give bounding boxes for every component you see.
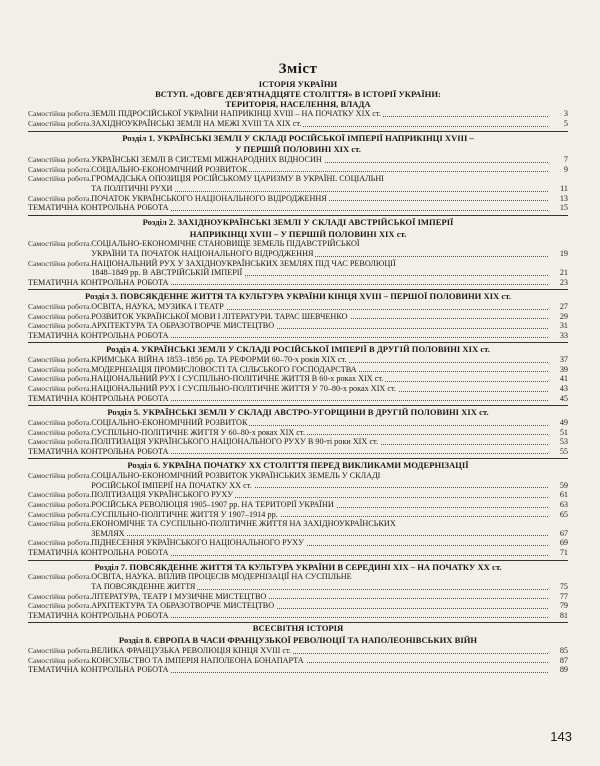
entry-title-text: ПОЛІТИЗАЦІЯ УКРАЇНСЬКОГО РУХУ <box>91 490 234 500</box>
entry-label: Самостійна робота. <box>28 355 92 365</box>
entry-title <box>91 490 548 500</box>
entry-page: 61 <box>559 490 568 500</box>
entry-page: 29 <box>559 311 568 321</box>
entry-title-text: АРХІТЕКТУРА ТА ОБРАЗОТВОРЧЕ МИСТЕЦТВО <box>91 321 275 331</box>
divider <box>28 458 568 459</box>
entry-title <box>91 510 548 520</box>
control-work-title <box>28 331 548 341</box>
entry-title <box>91 312 548 322</box>
entry-title-continued <box>91 184 548 194</box>
entry-title-text: АРХІТЕКТУРА ТА ОБРАЗОТВОРЧЕ МИСТЕЦТВО <box>91 601 275 611</box>
entry-page: 69 <box>559 538 568 548</box>
toc-entry <box>28 592 568 602</box>
toc-entry <box>28 321 568 331</box>
entry-label: Самостійна робота. <box>28 645 92 655</box>
entry-title <box>91 155 548 165</box>
divider <box>28 215 568 216</box>
control-work-page: 33 <box>559 330 568 340</box>
entry-title-continued <box>91 481 548 491</box>
toc-entry <box>28 259 568 269</box>
control-work-title <box>28 665 548 675</box>
entry-label: Самостійна робота. <box>28 164 92 174</box>
entry-page: 77 <box>559 591 568 601</box>
control-work-entry <box>28 203 568 213</box>
toc-entry <box>28 374 568 384</box>
entry-title-text: ПІДНЕСЕННЯ УКРАЇНСЬКОГО НАЦІОНАЛЬНОГО РУХУ <box>91 538 304 548</box>
toc-entry <box>28 510 568 520</box>
entry-title <box>91 174 568 184</box>
intro-list <box>28 109 568 128</box>
entry-page: 41 <box>559 374 568 384</box>
toc-entry <box>28 119 568 129</box>
toc-entry-continuation <box>28 268 568 278</box>
intro-heading-line-1: ВСТУП. «ДОВГЕ ДЕВ'ЯТНАДЦЯТЕ СТОЛІТТЯ» В ІСТОРІЇ УКРАЇНИ: <box>155 88 441 99</box>
entry-title-text: ЛІТЕРАТУРА, ТЕАТР І МУЗИЧНЕ МИСТЕЦТВО <box>91 591 267 601</box>
divider <box>28 342 568 343</box>
toc-entry <box>28 194 568 204</box>
entry-title-continued-text: ЗЕМЛЯХ <box>91 528 125 538</box>
divider <box>28 560 568 561</box>
entry-label: Самостійна робота. <box>28 311 92 321</box>
control-work-entry <box>28 447 568 457</box>
entry-title <box>91 194 548 204</box>
entry-page: 9 <box>563 164 568 174</box>
entry-title-text: СОЦІАЛЬНО-ЕКОНОМІЧНИЙ РОЗВИТОК <box>91 164 248 174</box>
entry-title-continued-text: ТА ПОВСЯКДЕННЕ ЖИТТЯ <box>91 581 196 591</box>
entry-label: Самостійна робота. <box>28 258 92 268</box>
entry-title-text: ПОЧАТОК УКРАЇНСЬКОГО НАЦІОНАЛЬНОГО ВІДРОДЖЕННЯ <box>91 193 327 203</box>
entry-title <box>91 302 548 312</box>
control-work-title <box>28 447 548 457</box>
entry-page: 87 <box>559 655 568 665</box>
entry-title-text: СУСПІЛЬНО-ПОЛІТИЧНЕ ЖИТТЯ У 60–80-х роках XIX ст. <box>91 427 305 437</box>
entry-title <box>91 119 548 129</box>
control-work-entry <box>28 394 568 404</box>
entry-page: 49 <box>559 418 568 428</box>
toc-entry <box>28 155 568 165</box>
toc-entry <box>28 538 568 548</box>
control-work-title <box>28 278 548 288</box>
entry-label: Самостійна робота. <box>28 193 92 203</box>
section-heading: Розділ 2. ЗАХІДНОУКРАЇНСЬКІ ЗЕМЛІ У СКЛАДІ АВСТРІЙСЬКОЇ ІМПЕРІЇ <box>142 216 454 227</box>
entry-label: Самостійна робота. <box>28 384 92 394</box>
divider <box>28 289 568 290</box>
control-work-text: ТЕМАТИЧНА КОНТРОЛЬНА РОБОТА <box>28 610 169 620</box>
control-work-text: ТЕМАТИЧНА КОНТРОЛЬНА РОБОТА <box>28 203 169 213</box>
entry-title-continued-text: УКРАЇНИ ТА ПОЧАТОК НАЦІОНАЛЬНОГО ВІДРОДЖЕННЯ <box>91 248 314 258</box>
control-work-page: 45 <box>559 393 568 403</box>
entry-page: 37 <box>559 355 568 365</box>
entry-label: Самостійна робота. <box>28 374 92 384</box>
entry-label: Самостійна робота. <box>28 591 92 601</box>
control-work-text: ТЕМАТИЧНА КОНТРОЛЬНА РОБОТА <box>28 330 169 340</box>
entry-label: Самостійна робота. <box>28 155 92 165</box>
entry-title-text: СОЦІАЛЬНО-ЕКОНОМІЧНЕ СТАНОВИЩЕ ЗЕМЕЛЬ ПІДАВСТРІЙСЬКОЇ <box>91 239 360 249</box>
control-work-title <box>28 611 548 621</box>
entry-title-text: ВЕЛИКА ФРАНЦУЗЬКА РЕВОЛЮЦІЯ КІНЦЯ XVIII ст. <box>91 645 291 655</box>
entry-title <box>91 259 568 269</box>
entry-label: Самостійна робота. <box>28 418 92 428</box>
entry-title-text: КРИМСЬКА ВІЙНА 1853–1856 рр. ТА РЕФОРМИ 60–70-х років XIX ст. <box>91 355 347 365</box>
control-work-title <box>28 203 548 213</box>
entry-title-text: НАЦІОНАЛЬНИЙ РУХ У ЗАХІДНОУКРАЇНСЬКИХ ЗЕМЛЯХ ПІД ЧАС РЕВОЛЮЦІЇ <box>91 258 396 268</box>
toc-entry-continuation <box>28 582 568 592</box>
entry-label: Самостійна робота. <box>28 437 92 447</box>
table-of-contents <box>28 60 568 675</box>
toc-entry <box>28 471 568 481</box>
control-work-page: 81 <box>559 610 568 620</box>
entry-title <box>91 437 548 447</box>
entry-title-continued-text: РОСІЙСЬКОЇ ІМПЕРІЇ НА ПОЧАТКУ XX ст. <box>91 480 252 490</box>
entry-page: 53 <box>559 437 568 447</box>
entry-title <box>91 428 548 438</box>
entry-title <box>91 374 548 384</box>
entry-label: Самостійна робота. <box>28 572 92 582</box>
entry-page: 85 <box>559 645 568 655</box>
entry-label: Самостійна робота. <box>28 509 92 519</box>
section-heading: Розділ 3. ПОВСЯКДЕННЕ ЖИТТЯ ТА КУЛЬТУРА УКРАЇНИ КІНЦЯ XVIII – ПЕРШОЇ ПОЛОВИНИ XIX ст. <box>85 291 511 302</box>
section-heading: НАПРИКІНЦІ XVIII – У ПЕРШІЙ ПОЛОВИНІ XIX ст. <box>189 228 407 239</box>
entry-title <box>91 384 548 394</box>
toc-entry-continuation <box>28 249 568 259</box>
toc-entry <box>28 239 568 249</box>
entry-label: Самостійна робота. <box>28 321 92 331</box>
entry-title <box>91 646 548 656</box>
world-section <box>28 636 568 675</box>
control-work-title <box>28 548 548 558</box>
entry-page: 11 <box>560 183 568 193</box>
control-work-text: ТЕМАТИЧНА КОНТРОЛЬНА РОБОТА <box>28 547 169 557</box>
entry-page: 51 <box>559 427 568 437</box>
entry-page: 19 <box>559 248 568 258</box>
entry-title <box>91 656 548 666</box>
intro-heading-line-2: ТЕРИТОРІЯ, НАСЕЛЕННЯ, ВЛАДА <box>225 98 371 109</box>
entry-label: Самостійна робота. <box>28 364 92 374</box>
divider <box>28 405 568 406</box>
entry-page: 63 <box>559 499 568 509</box>
page-title: Зміст <box>278 61 318 77</box>
toc-entry <box>28 428 568 438</box>
toc-entry <box>28 437 568 447</box>
control-work-page: 55 <box>559 446 568 456</box>
entry-title-continued <box>91 529 548 539</box>
control-work-title <box>28 394 548 404</box>
entry-title-text: НАЦІОНАЛЬНИЙ РУХ І СУСПІЛЬНО-ПОЛІТИЧНЕ ЖИТТЯ В 60-х роках XIX ст. <box>91 374 384 384</box>
toc-entry <box>28 519 568 529</box>
entry-title <box>91 471 568 481</box>
entry-label: Самостійна робота. <box>28 538 92 548</box>
entry-page: 3 <box>563 109 568 119</box>
toc-entry <box>28 109 568 119</box>
entry-label: Самостійна робота. <box>28 471 92 481</box>
control-work-page: 71 <box>559 547 568 557</box>
section-heading: Розділ 7. ПОВСЯКДЕННЕ ЖИТТЯ ТА КУЛЬТУРА УКРАЇНИ В СЕРЕДИНІ XIX – НА ПОЧАТКУ XX ст. <box>94 561 502 572</box>
toc-entry <box>28 500 568 510</box>
entry-title <box>91 592 548 602</box>
toc-entry-continuation <box>28 184 568 194</box>
entry-page: 5 <box>563 118 568 128</box>
toc-entry <box>28 302 568 312</box>
entry-label: Самостійна робота. <box>28 427 92 437</box>
entry-page: 21 <box>559 268 568 278</box>
entry-label: Самостійна робота. <box>28 239 92 249</box>
entry-page: 65 <box>559 509 568 519</box>
entry-label: Самостійна робота. <box>28 601 92 611</box>
section-heading: Розділ 5. УКРАЇНСЬКІ ЗЕМЛІ У СКЛАДІ АВСТРО-УГОРЩИНИ В ДРУГІЙ ПОЛОВИНІ XIX ст. <box>107 407 489 418</box>
entry-label: Самостійна робота. <box>28 174 92 184</box>
toc-entry <box>28 656 568 666</box>
entry-title-text: НАЦІОНАЛЬНИЙ РУХ І СУСПІЛЬНО-ПОЛІТИЧНЕ ЖИТТЯ У 70–80-х роках XIX ст. <box>91 384 397 394</box>
toc-entry <box>28 646 568 656</box>
entry-title-continued-text: ТА ПОЛІТИЧНІ РУХИ <box>91 183 173 193</box>
entry-title <box>91 355 548 365</box>
toc-entry <box>28 490 568 500</box>
entry-title <box>91 500 548 510</box>
entry-title-text: УКРАЇНСЬКІ ЗЕМЛІ В СИСТЕМІ МІЖНАРОДНИХ ВІДНОСИН <box>91 155 322 165</box>
toc-entry-continuation <box>28 529 568 539</box>
part-heading-world: ВСЕСВІТНЯ ІСТОРІЯ <box>252 623 344 634</box>
entry-title <box>91 519 568 529</box>
control-work-entry <box>28 278 568 288</box>
toc-entry <box>28 355 568 365</box>
control-work-text: ТЕМАТИЧНА КОНТРОЛЬНА РОБОТА <box>28 665 169 675</box>
entry-title <box>91 365 548 375</box>
entry-label: Самостійна робота. <box>28 519 92 529</box>
entry-title-text: РОСІЙСЬКА РЕВОЛЮЦІЯ 1905–1907 рр. НА ТЕРИТОРІЇ УКРАЇНИ <box>91 499 334 509</box>
control-work-page: 23 <box>559 277 568 287</box>
page-number: 143 <box>550 729 572 744</box>
entry-title <box>91 572 568 582</box>
entry-label: Самостійна робота. <box>28 655 92 665</box>
section-heading: Розділ 6. УКРАЇНА ПОЧАТКУ XX СТОЛІТТЯ ПЕРЕД ВИКЛИКАМИ МОДЕРНІЗАЦІЇ <box>127 460 469 471</box>
toc-entry <box>28 418 568 428</box>
section-heading: Розділ 8. ЄВРОПА В ЧАСИ ФРАНЦУЗЬКОЇ РЕВОЛЮЦІЇ ТА НАПОЛЕОНІВСЬКИХ ВІЙН <box>118 635 478 646</box>
entry-title-text: ГРОМАДСЬКА ОПОЗИЦІЯ РОСІЙСЬКОМУ ЦАРИЗМУ В УКРАЇНІ. СОЦІАЛЬНІ <box>91 174 385 184</box>
divider <box>28 131 568 132</box>
entry-title <box>91 239 568 249</box>
entry-label: Самостійна робота. <box>28 302 92 312</box>
entry-page: 31 <box>559 321 568 331</box>
toc-entry-continuation <box>28 481 568 491</box>
control-work-page: 89 <box>559 665 568 675</box>
entry-title-text: ЗЕМЛІ ПІДРОСІЙСЬКОЇ УКРАЇНИ НАПРИКІНЦІ XVIII – НА ПОЧАТКУ XIX ст. <box>91 109 381 119</box>
control-work-text: ТЕМАТИЧНА КОНТРОЛЬНА РОБОТА <box>28 446 169 456</box>
entry-label: Самостійна робота. <box>28 109 92 119</box>
entry-title <box>91 321 548 331</box>
control-work-entry <box>28 548 568 558</box>
control-work-text: ТЕМАТИЧНА КОНТРОЛЬНА РОБОТА <box>28 393 169 403</box>
toc-entry <box>28 601 568 611</box>
control-work-entry <box>28 331 568 341</box>
toc-entry <box>28 384 568 394</box>
entry-title-continued-text: 1848–1849 рр. В АВСТРІЙСЬКІЙ ІМПЕРІЇ <box>91 268 243 278</box>
section-heading: У ПЕРШІЙ ПОЛОВИНІ XIX ст. <box>235 144 361 155</box>
entry-title-text: ПОЛІТИЗАЦІЯ УКРАЇНСЬКОГО НАЦІОНАЛЬНОГО РУХУ В 90-ті роки XIX ст. <box>91 437 379 447</box>
entry-page: 79 <box>559 601 568 611</box>
entry-title-continued <box>91 249 548 259</box>
entry-page: 27 <box>559 302 568 312</box>
entry-title <box>91 109 548 119</box>
toc-entry <box>28 365 568 375</box>
control-work-text: ТЕМАТИЧНА КОНТРОЛЬНА РОБОТА <box>28 277 169 287</box>
entry-page: 39 <box>559 364 568 374</box>
control-work-page: 15 <box>559 203 568 213</box>
entry-title-text: ОСВІТА, НАУКА. ВПЛИВ ПРОЦЕСІВ МОДЕРНІЗАЦІЇ НА СУСПІЛЬНЕ <box>91 572 352 582</box>
entry-page: 59 <box>559 480 568 490</box>
entry-title-text: ЕКОНОМІЧНЕ ТА СУСПІЛЬНО-ПОЛІТИЧНЕ ЖИТТЯ НА ЗАХІДНОУКРАЇНСЬКИХ <box>91 519 396 529</box>
entry-label: Самостійна робота. <box>28 499 92 509</box>
entry-page: 7 <box>563 155 568 165</box>
entry-title <box>91 165 548 175</box>
control-work-entry <box>28 665 568 675</box>
toc-entry <box>28 174 568 184</box>
entry-title-continued <box>91 582 548 592</box>
entry-title <box>91 601 548 611</box>
part-heading-ukraine: ІСТОРІЯ УКРАЇНИ <box>258 79 338 89</box>
toc-entry <box>28 572 568 582</box>
entry-title <box>91 418 548 428</box>
entry-page: 67 <box>559 528 568 538</box>
toc-entry <box>28 165 568 175</box>
entry-title <box>91 538 548 548</box>
entry-title-text: СОЦІАЛЬНО-ЕКОНОМІЧНИЙ РОЗВИТОК <box>91 418 248 428</box>
entry-title-text: СОЦІАЛЬНО-ЕКОНОМІЧНИЙ РОЗВИТОК УКРАЇНСЬКИХ ЗЕМЕЛЬ У СКЛАДІ <box>91 471 381 481</box>
entry-title-text: МОДЕРНІЗАЦІЯ ПРОМИСЛОВОСТІ ТА СІЛЬСЬКОГО ГОСПОДАРСТВА <box>91 364 357 374</box>
section-heading: Розділ 1. УКРАЇНСЬКІ ЗЕМЛІ У СКЛАДІ РОСІЙСЬКОЇ ІМПЕРІЇ НАПРИКІНЦІ XVIII – <box>122 132 474 143</box>
entry-title-text: ЗАХІДНОУКРАЇНСЬКІ ЗЕМЛІ НА МЕЖІ XVIII ТА XIX ст. <box>91 118 302 128</box>
entry-label: Самостійна робота. <box>28 490 92 500</box>
section-heading: Розділ 4. УКРАЇНСЬКІ ЗЕМЛІ У СКЛАДІ РОСІЙСЬКОЇ ІМПЕРІЇ В ДРУГІЙ ПОЛОВИНІ XIX ст. <box>106 344 490 355</box>
entry-title-text: КОНСУЛЬСТВО ТА ІМПЕРІЯ НАПОЛЕОНА БОНАПАРТА <box>91 655 304 665</box>
entry-page: 75 <box>559 581 568 591</box>
toc-entry <box>28 312 568 322</box>
control-work-entry <box>28 611 568 621</box>
entry-title-text: ОСВІТА, НАУКА, МУЗИКА І ТЕАТР <box>91 302 224 312</box>
entry-label: Самостійна робота. <box>28 118 92 128</box>
entry-title-text: СУСПІЛЬНО-ПОЛІТИЧНЕ ЖИТТЯ У 1907–1914 рр. <box>91 509 278 519</box>
entry-title-text: РОЗВИТОК УКРАЇНСЬКОЇ МОВИ І ЛІТЕРАТУРИ. ТАРАС ШЕВЧЕНКО <box>91 311 348 321</box>
entry-page: 13 <box>559 193 568 203</box>
entry-page: 43 <box>559 384 568 394</box>
entry-title-continued <box>91 268 548 278</box>
sections-list <box>28 131 568 621</box>
